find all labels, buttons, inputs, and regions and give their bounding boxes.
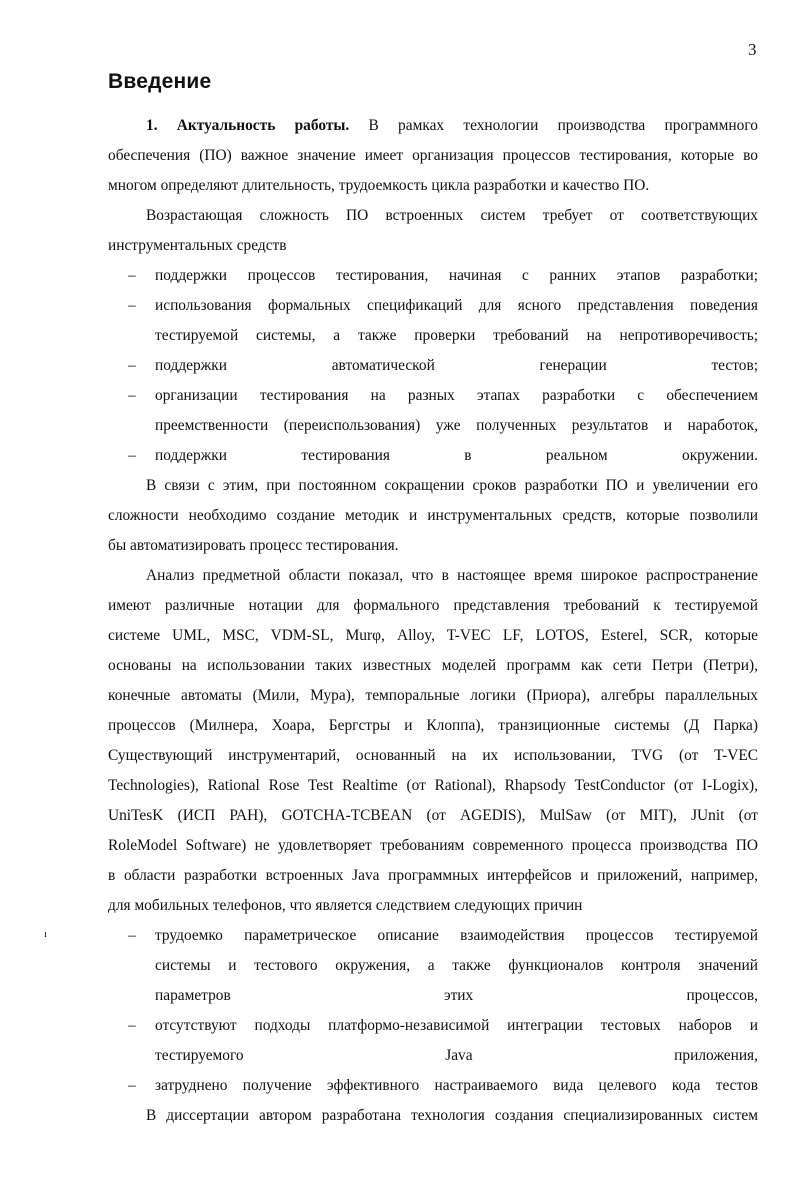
paragraph-line: основаны на использовании таких известных моделей программ как сети Петри (Петри), (108, 657, 758, 674)
list-bullet: – (128, 357, 136, 374)
list-item: организации тестирования на разных этапах разработки с обеспечением (155, 387, 758, 404)
paragraph-line: Анализ предметной области показал, что в настоящее время широкое распространение (146, 567, 758, 584)
paragraph-line: процессов (Милнера, Хоара, Бергстры и Клоппа), транзиционные системы (Д Парка) (108, 717, 758, 734)
paragraph-line: Существующий инструментарий, основанный на их использовании, TVG (от T-VEC (108, 747, 758, 764)
paragraph-line: UniTesK (ИСП РАН), GOTCHA-TCBEAN (от AGEDIS), MulSaw (от MIT), JUnit (от (108, 807, 758, 824)
list-item: затруднено получение эффективного настраиваемого вида целевого кода тестов (155, 1077, 758, 1094)
paragraph-line: инструментальных средств (108, 237, 287, 254)
list-item-continuation: параметров этих процессов, (155, 987, 758, 1004)
paragraph-line: 1. Актуальность работы. В рамках технологии производства программного (146, 117, 758, 134)
paragraph-line: обеспечения (ПО) важное значение имеет организация процессов тестирования, которые во (108, 147, 758, 164)
paragraph-line: В диссертации автором разработана технология создания специализированных систем (146, 1107, 758, 1124)
paragraph-line: в области разработки встроенных Java программных интерфейсов и приложений, например, (108, 867, 758, 884)
list-item: отсутствуют подходы платформо-независимой интеграции тестовых наборов и (155, 1017, 758, 1034)
scan-mark: ı (44, 929, 47, 940)
list-item: поддержки тестирования в реальном окружении. (155, 447, 758, 464)
paragraph-line: системе UML, MSC, VDM-SL, Murφ, Alloy, T-VEC LF, LOTOS, Esterel, SCR, которые (108, 627, 758, 644)
list-bullet: – (128, 267, 136, 284)
list-bullet: – (128, 1017, 136, 1034)
paragraph-line: сложности необходимо создание методик и инструментальных средств, которые позволили (108, 507, 758, 524)
paragraph-line: В связи с этим, при постоянном сокращении сроков разработки ПО и увеличении его (146, 477, 758, 494)
paragraph-line: RoleModel Software) не удовлетворяет требованиям современного процесса производства ПО (108, 837, 758, 854)
list-item: поддержки автоматической генерации тестов; (155, 357, 758, 374)
list-bullet: – (128, 387, 136, 404)
section-heading: Введение (108, 70, 212, 93)
list-bullet: – (128, 447, 136, 464)
paragraph-line: Возрастающая сложность ПО встроенных систем требует от соответствующих (146, 207, 758, 224)
paragraph-line: многом определяют длительность, трудоемкость цикла разработки и качество ПО. (108, 177, 650, 194)
list-item-continuation: тестируемой системы, а также проверки требований на непротиворечивость; (155, 327, 758, 344)
list-item: трудоемко параметрическое описание взаимодействия процессов тестируемой (155, 927, 758, 944)
page-number: 3 (748, 40, 757, 59)
list-bullet: – (128, 297, 136, 314)
list-item: поддержки процессов тестирования, начиная с ранних этапов разработки; (155, 267, 758, 284)
list-item-continuation: тестируемого Java приложения, (155, 1047, 758, 1064)
paragraph-line: Technologies), Rational Rose Test Realtime (от Rational), Rhapsody TestConductor (от I-Logix), (108, 777, 758, 794)
paragraph-line: имеют различные нотации для формального представления требований к тестируемой (108, 597, 758, 614)
paragraph-line: бы автоматизировать процесс тестирования. (108, 537, 399, 554)
list-item-continuation: преемственности (переиспользования) уже полученных результатов и наработок, (155, 417, 758, 434)
paragraph-line: для мобильных телефонов, что является следствием следующих причин (108, 897, 583, 914)
list-item: использования формальных спецификаций для ясного представления поведения (155, 297, 758, 314)
list-bullet: – (128, 1077, 136, 1094)
paragraph-line: конечные автоматы (Мили, Мура), темпоральные логики (Приора), алгебры параллельных (108, 687, 758, 704)
paragraph-lead: 1. Актуальность работы. (146, 117, 350, 134)
list-item-continuation: системы и тестового окружения, а также функционалов контроля значений (155, 957, 758, 974)
list-bullet: – (128, 927, 136, 944)
